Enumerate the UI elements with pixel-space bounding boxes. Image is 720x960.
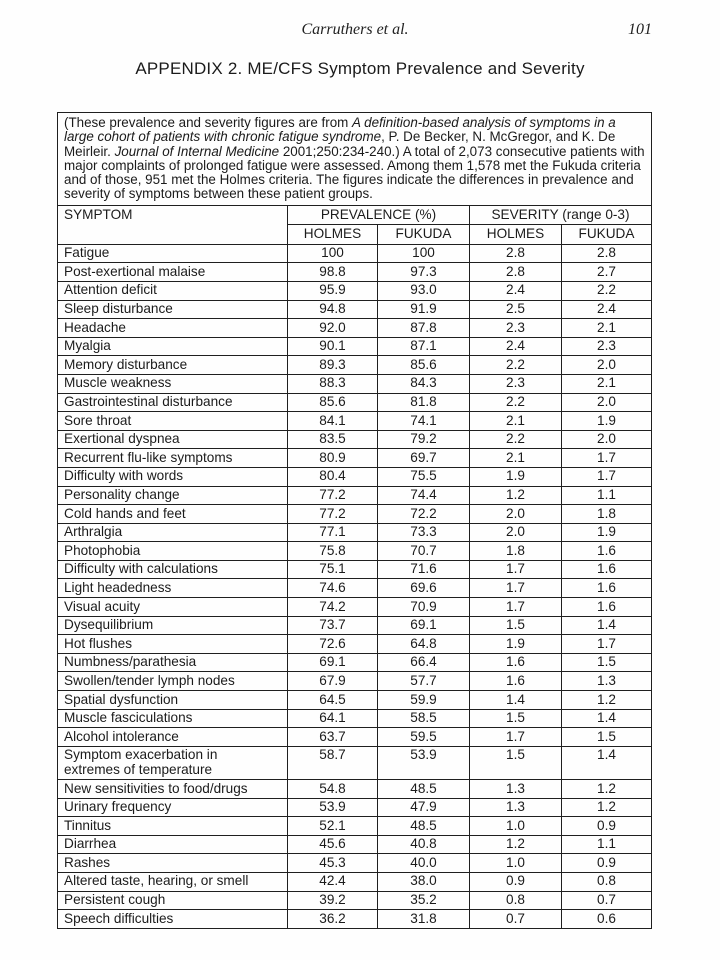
symptom-cell: Post-exertional malaise [58, 263, 288, 282]
note-citation-italic: A definition-based analysis of symptoms in a large cohort of patients with chronic fatigue syndrome [64, 115, 616, 145]
table-row [58, 356, 652, 375]
running-head-authors: Carruthers et al. [301, 21, 409, 38]
value-cell: 1.6 [470, 672, 562, 691]
symptom-cell: Altered taste, hearing, or smell [58, 872, 288, 891]
value-cell: 2.0 [470, 523, 562, 542]
symptom-cell: Urinary frequency [58, 798, 288, 817]
symptom-cell: Gastrointestinal disturbance [58, 393, 288, 412]
value-cell: 2.1 [470, 449, 562, 468]
table-row [58, 430, 652, 449]
symptom-cell: Rashes [58, 854, 288, 873]
value-cell: 1.7 [562, 449, 652, 468]
value-cell: 2.1 [562, 374, 652, 393]
symptom-table [57, 112, 652, 929]
value-cell: 89.3 [288, 356, 378, 375]
table-row [58, 817, 652, 836]
value-cell: 1.5 [470, 746, 562, 779]
value-cell: 0.7 [562, 891, 652, 910]
value-cell: 2.3 [470, 374, 562, 393]
symptom-cell: Light headedness [58, 579, 288, 598]
table-row [58, 300, 652, 319]
subheader-prevalence-fukuda: FUKUDA [378, 225, 470, 245]
value-cell: 79.2 [378, 430, 470, 449]
value-cell: 67.9 [288, 672, 378, 691]
table-row [58, 598, 652, 617]
value-cell: 1.4 [562, 616, 652, 635]
symptom-cell: Spatial dysfunction [58, 691, 288, 710]
value-cell: 2.3 [470, 319, 562, 338]
value-cell: 1.2 [562, 691, 652, 710]
table-row [58, 542, 652, 561]
symptom-cell: Visual acuity [58, 598, 288, 617]
table-row [58, 374, 652, 393]
value-cell: 48.5 [378, 817, 470, 836]
value-cell: 74.6 [288, 579, 378, 598]
table-row [58, 616, 652, 635]
value-cell: 2.7 [562, 263, 652, 282]
value-cell: 1.0 [470, 854, 562, 873]
value-cell: 75.5 [378, 467, 470, 486]
value-cell: 0.8 [562, 872, 652, 891]
value-cell: 73.3 [378, 523, 470, 542]
symptom-cell: Difficulty with words [58, 467, 288, 486]
value-cell: 72.2 [378, 505, 470, 524]
symptom-cell: Dysequilibrium [58, 616, 288, 635]
table-row [58, 467, 652, 486]
subheader-severity-fukuda: FUKUDA [562, 225, 652, 245]
value-cell: 1.7 [470, 560, 562, 579]
value-cell: 2.1 [470, 412, 562, 431]
value-cell: 1.6 [562, 598, 652, 617]
value-cell: 1.9 [470, 635, 562, 654]
value-cell: 66.4 [378, 653, 470, 672]
symptom-cell: Exertional dyspnea [58, 430, 288, 449]
value-cell: 45.3 [288, 854, 378, 873]
value-cell: 1.6 [562, 560, 652, 579]
note-row [58, 113, 652, 206]
value-cell: 1.7 [470, 598, 562, 617]
value-cell: 2.8 [470, 244, 562, 263]
value-cell: 2.0 [562, 430, 652, 449]
header-row-groups [58, 205, 652, 225]
value-cell: 69.1 [288, 653, 378, 672]
value-cell: 2.8 [470, 263, 562, 282]
value-cell: 1.5 [562, 653, 652, 672]
value-cell: 75.8 [288, 542, 378, 561]
value-cell: 40.8 [378, 835, 470, 854]
value-cell: 1.9 [562, 412, 652, 431]
table-row [58, 560, 652, 579]
value-cell: 2.4 [470, 337, 562, 356]
value-cell: 80.4 [288, 467, 378, 486]
value-cell: 2.2 [470, 356, 562, 375]
value-cell: 35.2 [378, 891, 470, 910]
value-cell: 80.9 [288, 449, 378, 468]
table-row [58, 653, 652, 672]
symptom-cell: Sore throat [58, 412, 288, 431]
value-cell: 64.8 [378, 635, 470, 654]
value-cell: 42.4 [288, 872, 378, 891]
value-cell: 90.1 [288, 337, 378, 356]
note-text [58, 113, 652, 206]
value-cell: 2.1 [562, 319, 652, 338]
table-row [58, 910, 652, 929]
value-cell: 1.2 [562, 798, 652, 817]
value-cell: 1.3 [470, 798, 562, 817]
appendix-title: APPENDIX 2. ME/CFS Symptom Prevalence and Severity [135, 59, 585, 78]
value-cell: 48.5 [378, 780, 470, 799]
table-row [58, 709, 652, 728]
value-cell: 74.4 [378, 486, 470, 505]
value-cell: 95.9 [288, 281, 378, 300]
value-cell: 100 [288, 244, 378, 263]
subheader-severity-holmes: HOLMES [470, 225, 562, 245]
symptom-cell: Myalgia [58, 337, 288, 356]
table-row [58, 798, 652, 817]
value-cell: 2.8 [562, 244, 652, 263]
page-number: 101 [628, 21, 652, 38]
value-cell: 91.9 [378, 300, 470, 319]
value-cell: 54.8 [288, 780, 378, 799]
value-cell: 77.2 [288, 486, 378, 505]
value-cell: 1.3 [470, 780, 562, 799]
symptom-cell: Cold hands and feet [58, 505, 288, 524]
symptom-cell: Persistent cough [58, 891, 288, 910]
table-row [58, 412, 652, 431]
table-row [58, 872, 652, 891]
value-cell: 1.8 [470, 542, 562, 561]
value-cell: 1.5 [562, 728, 652, 747]
value-cell: 88.3 [288, 374, 378, 393]
value-cell: 64.1 [288, 709, 378, 728]
value-cell: 98.8 [288, 263, 378, 282]
value-cell: 0.9 [562, 854, 652, 873]
value-cell: 1.0 [470, 817, 562, 836]
value-cell: 84.1 [288, 412, 378, 431]
value-cell: 2.0 [562, 393, 652, 412]
table-row [58, 319, 652, 338]
value-cell: 47.9 [378, 798, 470, 817]
value-cell: 1.6 [562, 579, 652, 598]
table-row [58, 337, 652, 356]
value-cell: 2.5 [470, 300, 562, 319]
value-cell: 85.6 [378, 356, 470, 375]
symptom-cell: Alcohol intolerance [58, 728, 288, 747]
table-row [58, 728, 652, 747]
symptom-cell: Numbness/parathesia [58, 653, 288, 672]
symptom-cell: Swollen/tender lymph nodes [58, 672, 288, 691]
value-cell: 2.4 [562, 300, 652, 319]
column-header-severity: SEVERITY (range 0-3) [470, 205, 652, 225]
value-cell: 1.2 [562, 780, 652, 799]
value-cell: 0.9 [470, 872, 562, 891]
value-cell: 36.2 [288, 910, 378, 929]
value-cell: 72.6 [288, 635, 378, 654]
table-row [58, 672, 652, 691]
symptom-table-container [57, 112, 651, 929]
symptom-cell: Diarrhea [58, 835, 288, 854]
value-cell: 2.2 [470, 430, 562, 449]
table-row [58, 635, 652, 654]
value-cell: 2.2 [562, 281, 652, 300]
column-header-symptom: SYMPTOM [58, 205, 288, 244]
table-row [58, 746, 652, 779]
value-cell: 63.7 [288, 728, 378, 747]
value-cell: 2.4 [470, 281, 562, 300]
value-cell: 2.3 [562, 337, 652, 356]
value-cell: 83.5 [288, 430, 378, 449]
value-cell: 77.2 [288, 505, 378, 524]
table-row [58, 523, 652, 542]
value-cell: 0.8 [470, 891, 562, 910]
value-cell: 53.9 [378, 746, 470, 779]
value-cell: 87.1 [378, 337, 470, 356]
value-cell: 92.0 [288, 319, 378, 338]
value-cell: 59.9 [378, 691, 470, 710]
value-cell: 70.7 [378, 542, 470, 561]
value-cell: 2.0 [470, 505, 562, 524]
value-cell: 1.9 [470, 467, 562, 486]
value-cell: 85.6 [288, 393, 378, 412]
value-cell: 2.0 [562, 356, 652, 375]
value-cell: 74.1 [378, 412, 470, 431]
value-cell: 77.1 [288, 523, 378, 542]
symptom-cell: Personality change [58, 486, 288, 505]
symptom-cell: Sleep disturbance [58, 300, 288, 319]
value-cell: 1.7 [470, 579, 562, 598]
value-cell: 0.6 [562, 910, 652, 929]
symptom-cell: Muscle fasciculations [58, 709, 288, 728]
table-row [58, 691, 652, 710]
table-row [58, 891, 652, 910]
symptom-cell: Memory disturbance [58, 356, 288, 375]
table-row [58, 263, 652, 282]
note-citation-italic: Journal of Internal Medicine [114, 143, 280, 159]
value-cell: 75.1 [288, 560, 378, 579]
symptom-cell: Photophobia [58, 542, 288, 561]
value-cell: 87.8 [378, 319, 470, 338]
value-cell: 0.9 [562, 817, 652, 836]
value-cell: 73.7 [288, 616, 378, 635]
value-cell: 74.2 [288, 598, 378, 617]
value-cell: 97.3 [378, 263, 470, 282]
value-cell: 1.8 [562, 505, 652, 524]
table-row [58, 505, 652, 524]
table-row [58, 835, 652, 854]
table-row [58, 393, 652, 412]
value-cell: 39.2 [288, 891, 378, 910]
table-row [58, 780, 652, 799]
value-cell: 70.9 [378, 598, 470, 617]
symptom-table-body [58, 244, 652, 928]
column-header-prevalence: PREVALENCE (%) [288, 205, 470, 225]
value-cell: 1.1 [562, 486, 652, 505]
value-cell: 2.2 [470, 393, 562, 412]
symptom-cell: Difficulty with calculations [58, 560, 288, 579]
symptom-cell: Headache [58, 319, 288, 338]
value-cell: 58.5 [378, 709, 470, 728]
table-row [58, 281, 652, 300]
value-cell: 1.6 [562, 542, 652, 561]
table-row [58, 854, 652, 873]
value-cell: 1.7 [470, 728, 562, 747]
value-cell: 40.0 [378, 854, 470, 873]
value-cell: 1.7 [562, 635, 652, 654]
note-segment: 2001;250:234-240.) A total of 2,073 consecutive patients with major complaints of prolonged fatigue were assessed. Among them 1,578 met the Fukuda criteria and of those, 951 met the Holmes criteria. The figures indicate the differences in prevalence and severity of symptoms between these patient groups. [64, 143, 645, 202]
value-cell: 71.6 [378, 560, 470, 579]
subheader-prevalence-holmes: HOLMES [288, 225, 378, 245]
value-cell: 58.7 [288, 746, 378, 779]
value-cell: 100 [378, 244, 470, 263]
value-cell: 38.0 [378, 872, 470, 891]
value-cell: 1.7 [562, 467, 652, 486]
value-cell: 1.2 [470, 835, 562, 854]
value-cell: 57.7 [378, 672, 470, 691]
symptom-cell: Tinnitus [58, 817, 288, 836]
value-cell: 1.9 [562, 523, 652, 542]
value-cell: 1.2 [470, 486, 562, 505]
symptom-cell: Recurrent flu-like symptoms [58, 449, 288, 468]
value-cell: 69.7 [378, 449, 470, 468]
note-segment: (These prevalence and severity figures are from [64, 115, 353, 130]
symptom-cell: Speech difficulties [58, 910, 288, 929]
value-cell: 0.7 [470, 910, 562, 929]
value-cell: 84.3 [378, 374, 470, 393]
table-row [58, 486, 652, 505]
value-cell: 94.8 [288, 300, 378, 319]
value-cell: 1.6 [470, 653, 562, 672]
value-cell: 59.5 [378, 728, 470, 747]
value-cell: 1.1 [562, 835, 652, 854]
value-cell: 81.8 [378, 393, 470, 412]
value-cell: 1.4 [562, 709, 652, 728]
value-cell: 1.5 [470, 616, 562, 635]
symptom-cell: Fatigue [58, 244, 288, 263]
symptom-cell: Attention deficit [58, 281, 288, 300]
symptom-cell: Arthralgia [58, 523, 288, 542]
symptom-cell: New sensitivities to food/drugs [58, 780, 288, 799]
table-row [58, 244, 652, 263]
value-cell: 31.8 [378, 910, 470, 929]
value-cell: 45.6 [288, 835, 378, 854]
table-row [58, 449, 652, 468]
value-cell: 1.4 [562, 746, 652, 779]
value-cell: 1.3 [562, 672, 652, 691]
value-cell: 93.0 [378, 281, 470, 300]
value-cell: 1.5 [470, 709, 562, 728]
note-segment: , P. De Becker, N. McGregor, and K. De Meirleir. [64, 129, 616, 159]
running-head [58, 21, 652, 41]
value-cell: 64.5 [288, 691, 378, 710]
value-cell: 1.4 [470, 691, 562, 710]
value-cell: 69.1 [378, 616, 470, 635]
value-cell: 52.1 [288, 817, 378, 836]
symptom-cell: Muscle weakness [58, 374, 288, 393]
table-row [58, 579, 652, 598]
value-cell: 53.9 [288, 798, 378, 817]
symptom-cell: Symptom exacerbation in extremes of temperature [58, 746, 288, 779]
symptom-cell: Hot flushes [58, 635, 288, 654]
value-cell: 69.6 [378, 579, 470, 598]
